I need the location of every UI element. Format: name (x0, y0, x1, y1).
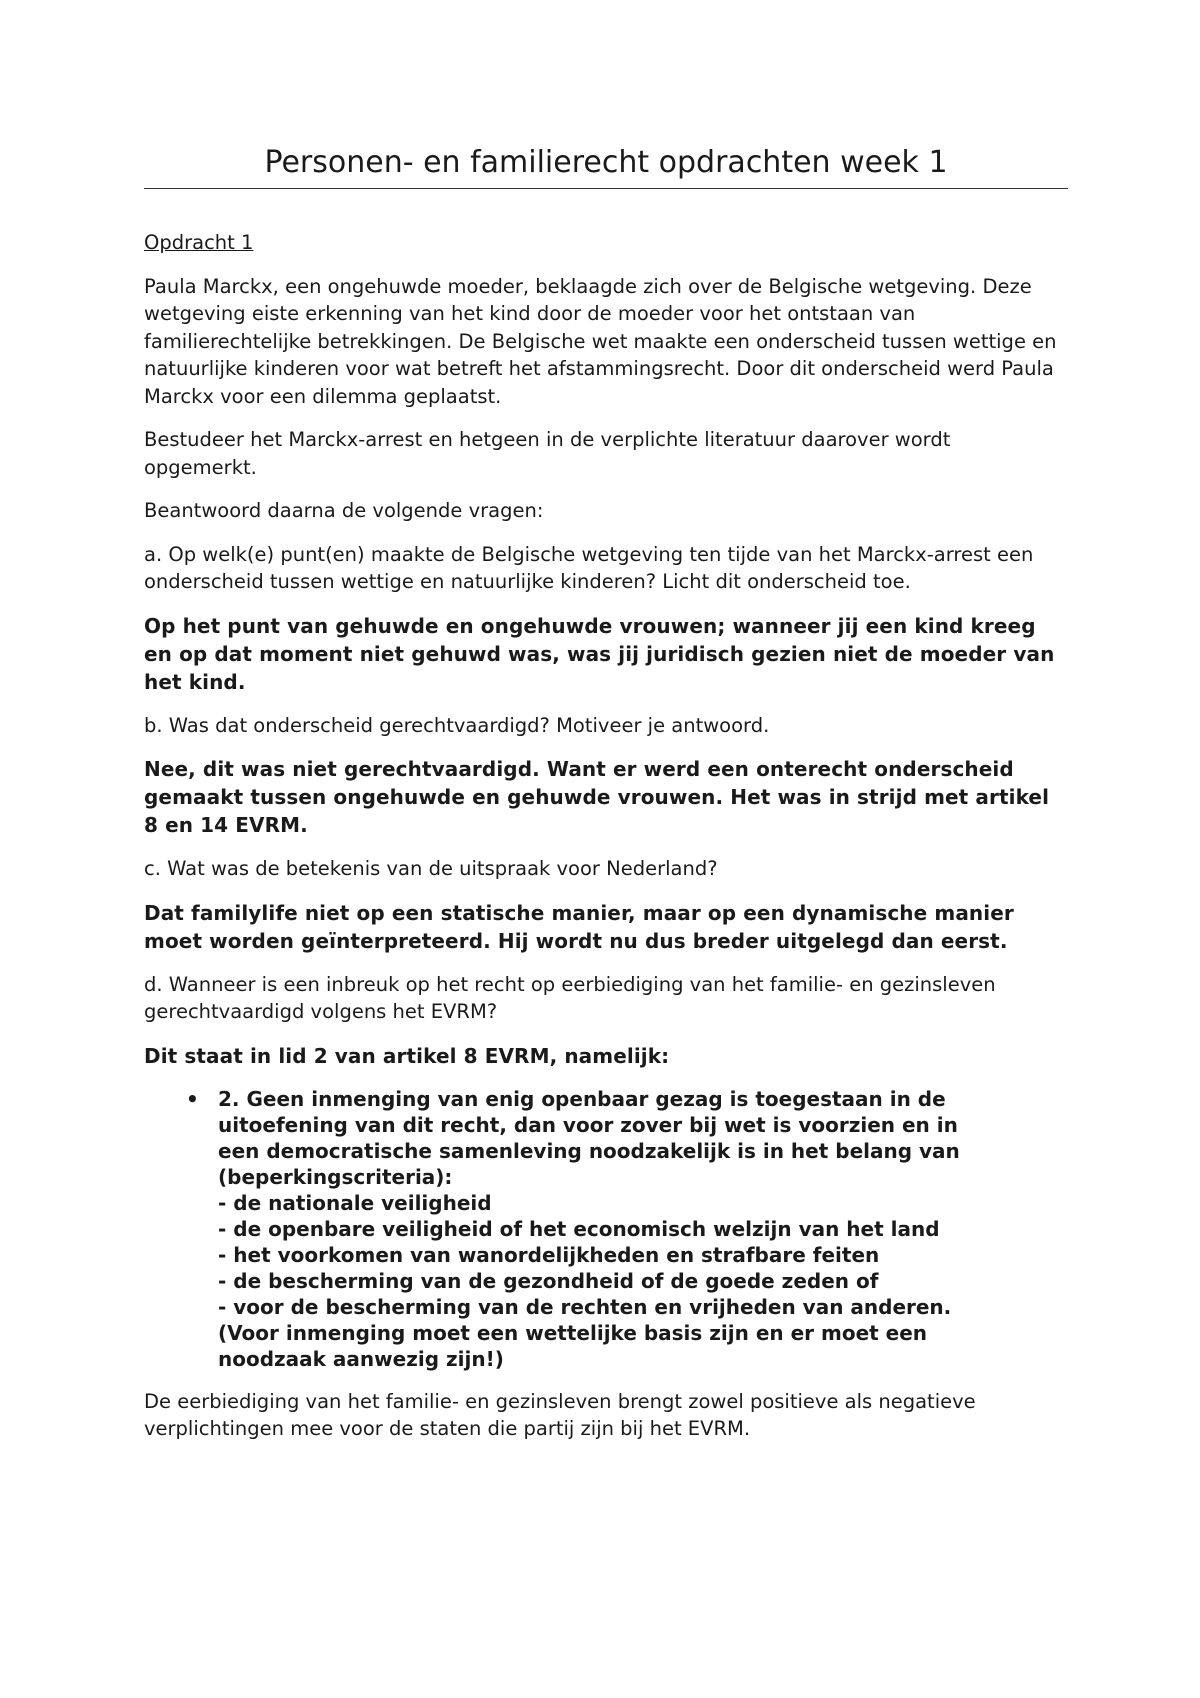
question-b: b. Was dat onderscheid gerechtvaardigd? Motiveer je antwoord. (144, 713, 770, 737)
article-line: uitoefening van dit recht, dan voor zover bij wet is voorzien en in (218, 1112, 958, 1137)
article-line: (Voor inmenging moet een wettelijke basis zijn en er moet een (218, 1320, 928, 1345)
article-line: 2. Geen inmenging van enig openbaar gezag is toegestaan in de (218, 1086, 946, 1111)
article-line: noodzaak aanwezig zijn!) (218, 1346, 504, 1371)
answer-d-intro: Dit staat in lid 2 van artikel 8 EVRM, namelijk: (144, 1043, 670, 1068)
question-a: a. Op welk(e) punt(en) maakte de Belgische wetgeving ten tijde van het Marckx-arrest een onderscheid tussen wettige en natuurlijke kinderen? Licht dit onderscheid toe. (144, 542, 1034, 593)
article-line: - de bescherming van de gezondheid of de goede zeden of (218, 1268, 879, 1293)
study-instruction: Bestudeer het Marckx-arrest en hetgeen in de verplichte literatuur daarover wordt opgemerkt. (144, 428, 951, 479)
article-line: een democratische samenleving noodzakelijk is in het belang van (218, 1138, 960, 1163)
document-title: Personen- en familierecht opdrachten week 1 (144, 140, 1068, 189)
article-line: - de openbare veiligheid of het economisch welzijn van het land (218, 1216, 940, 1241)
answer-b: Nee, dit was niet gerechtvaardigd. Want er werd een onterecht onderscheid gemaakt tussen ongehuwde en gehuwde vrouwen. Het was in strijd met artikel 8 en 14 EVRM. (144, 757, 1050, 837)
document-page (144, 140, 1068, 1459)
question-c: c. Wat was de betekenis van de uitspraak voor Nederland? (144, 857, 718, 880)
article-line: - de nationale veiligheid (218, 1190, 492, 1215)
article-line: - voor de bescherming van de rechten en vrijheden van anderen. (218, 1294, 952, 1319)
article-line: - het voorkomen van wanordelijkheden en strafbare feiten (218, 1242, 880, 1267)
answer-c: Dat familylife niet op een statische manier, maar op een dynamische manier moet worden geïnterpreteerd. Hij wordt nu dus breder uitgelegd dan eerst. (144, 900, 1014, 953)
document-body (144, 229, 1068, 1443)
question-d: d. Wanneer is een inbreuk op het recht op eerbiediging van het familie- en gezinsleven gerechtvaardigd volgens het EVRM? (144, 972, 996, 1023)
article-bullet-list (144, 1086, 1068, 1372)
article-list-item (144, 1086, 1068, 1372)
answer-a: Op het punt van gehuwde en ongehuwde vrouwen; wanneer jij een kind kreeg en op dat moment niet gehuwd was, was jij juridisch gezien niet de moeder van het kind. (144, 613, 1055, 694)
answer-instruction: Beantwoord daarna de volgende vragen: (144, 499, 544, 522)
article-line: (beperkingscriteria): (218, 1164, 453, 1189)
assignment-heading: Opdracht 1 (144, 231, 254, 254)
intro-paragraph: Paula Marckx, een ongehuwde moeder, beklaagde zich over de Belgische wetgeving. Deze wetgeving eiste erkenning van het kind door de moeder voor het ontstaan van familierechtelijke betrekkingen. De Belgische wet maakte een onderscheid tussen wettige en natuurlijke kinderen voor wat betreft het afstammingsrecht. Door dit onderscheid werd Paula Marckx voor een dilemma geplaatst. (144, 274, 1057, 408)
closing-paragraph: De eerbiediging van het familie- en gezinsleven brengt zowel positieve als negatieve verplichtingen mee voor de staten die partij zijn bij het EVRM. (144, 1389, 976, 1440)
bullet-icon: • (186, 1086, 199, 1111)
